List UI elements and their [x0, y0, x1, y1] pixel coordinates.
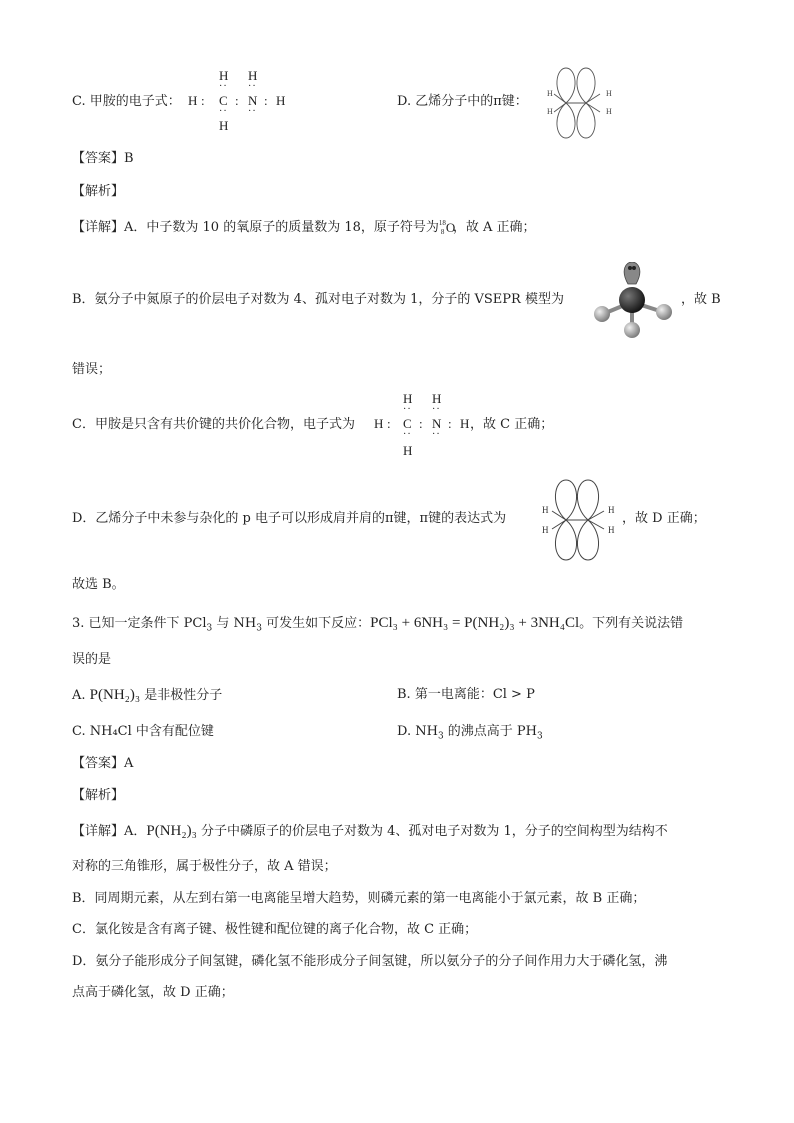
q2-detail-b-tail: ，故 B: [681, 292, 721, 307]
detail-b-text: B．氨分子中氮原子的价层电子对数为 4、孤对电子对数为 1，分子的 VSEPR 模型为: [72, 292, 564, 307]
c-atom: C: [219, 93, 228, 108]
atomic-number: 8: [440, 227, 445, 236]
h-atom: H: [403, 443, 413, 458]
subscript: 3: [437, 731, 444, 742]
detail-a-text: 分子中磷原子的价层电子对数为 4、孤对电子对数为 1，分子的空间构型为结构不: [196, 824, 668, 839]
formula: P(NH₂)₃: [89, 687, 141, 703]
colon: :: [235, 93, 239, 108]
electron-dots: ··: [248, 81, 257, 92]
detail-a-text: 【详解】A．中子数为 10 的氧原子的质量数为 18，原子符号为: [72, 220, 439, 235]
q3-answer: 【答案】A: [72, 756, 134, 771]
colon: :: [419, 416, 423, 431]
electron-dots: ··: [432, 404, 441, 415]
q2-answer: 【答案】B: [72, 151, 134, 166]
n-atom: N: [248, 93, 258, 108]
h-atom: H: [219, 68, 229, 83]
subscript: 3: [256, 623, 262, 634]
q2-detail-a: [72, 219, 536, 237]
n-atom: N: [432, 416, 442, 431]
electron-dots: ··: [248, 106, 257, 117]
q2-detail-d-tail: ，故 D 正确；: [622, 511, 706, 526]
q3-detail-b: B．同周期元素，从左到右第一电离能呈增大趋势，则磷元素的第一电离能小于氯元素，故 B 正确；: [72, 891, 646, 906]
mass-number: 18: [438, 218, 446, 227]
colon: :: [264, 93, 268, 108]
q2-detail-b: [72, 291, 564, 309]
q3-detail-d: D．氨分子能形成分子间氢键，磷化氢不能形成分子间氢键，所以氨分子的分子间作用力大于磷化氢，沸: [72, 954, 668, 969]
h-atom: H: [188, 93, 198, 108]
pi-bond-diagram-small: [544, 66, 616, 140]
q2-option-c-label: C. 甲胺的电子式：: [72, 94, 181, 109]
q3-detail-c: C．氯化铵是含有离子键、极性键和配位键的离子化合物，故 C 正确；: [72, 922, 478, 937]
h-atom: H: [432, 391, 442, 406]
option-text: 的沸点高于 PH: [443, 724, 538, 739]
element-symbol: O: [445, 219, 456, 235]
h-label: H: [547, 89, 553, 98]
h-label: H: [606, 89, 612, 98]
q2-detail-d: [72, 510, 506, 528]
subscript: 3: [537, 731, 543, 742]
q2-detail-b-cont: 错误；: [72, 362, 112, 377]
stem-text: 3. 已知一定条件下 PCl: [72, 616, 207, 631]
q3-option-b: B. 第一电离能：Cl > P: [397, 687, 535, 702]
colon: :: [448, 416, 452, 431]
h-label: H: [542, 505, 549, 515]
h-label: H: [606, 107, 612, 116]
q3-option-d: [397, 723, 543, 746]
electron-dots: ··: [403, 404, 412, 415]
q2-option-d-label: D. 乙烯分子中的π键：: [397, 94, 528, 109]
stem-text: 。下列有关说法错: [579, 616, 684, 631]
detail-c-text: C．甲胺是只含有共价键的共价化合物，电子式为: [72, 417, 355, 432]
h-label: H: [608, 525, 615, 535]
q3-analysis-heading: 【解析】: [72, 788, 125, 803]
q2-option-c: [72, 93, 181, 111]
q2-conclusion: 故选 B。: [72, 577, 125, 592]
oxygen-isotope-symbol: [438, 218, 456, 236]
h-label: H: [547, 107, 553, 116]
q2-detail-c-tail: ，故 C 正确；: [470, 417, 554, 432]
option-text: 是非极性分子: [140, 688, 223, 703]
colon: :: [201, 93, 205, 108]
ammonia-vsepr-model: [590, 262, 678, 344]
detail-a-text: 【详解】A．: [72, 824, 147, 839]
electron-dots: ··: [432, 429, 441, 440]
stem-text: 与 NH: [212, 616, 257, 631]
subscript: 3: [206, 623, 213, 634]
q3-stem: [72, 614, 683, 638]
q3-detail-a-cont: 对称的三角锥形，属于极性分子，故 A 错误；: [72, 859, 337, 874]
q3-detail-a: [72, 822, 668, 841]
option-label: A.: [72, 688, 90, 703]
q3-stem-cont: 误的是: [72, 652, 112, 667]
h-atom: H: [248, 68, 258, 83]
h-atom: H: [460, 416, 470, 431]
stem-text: 可发生如下反应：: [261, 616, 371, 631]
h-label: H: [608, 505, 615, 515]
q2-detail-c: [72, 416, 355, 434]
h-atom: H: [219, 118, 229, 133]
formula: P(NH₂)₃: [146, 823, 197, 839]
methylamine-electron-formula: [374, 391, 484, 463]
q3-detail-d-cont: 点高于磷化氢，故 D 正确；: [72, 985, 234, 1000]
detail-d-text: D．乙烯分子中未参与杂化的 p 电子可以形成肩并肩的π键，π键的表达式为: [72, 511, 507, 526]
q3-option-c: C. NH₄Cl 中含有配位键: [72, 724, 214, 739]
h-atom: H: [374, 416, 384, 431]
h-atom: H: [276, 93, 286, 108]
electron-dots: ··: [403, 429, 412, 440]
c-atom: C: [403, 416, 412, 431]
electron-dots: ··: [219, 81, 228, 92]
detail-a-tail: ，故 A 正确；: [452, 220, 536, 235]
h-label: H: [542, 525, 549, 535]
option-text: D. NH: [397, 724, 438, 739]
methylamine-electron-formula-top: [188, 66, 298, 138]
q2-option-d: [397, 93, 528, 111]
q3-option-a: [72, 686, 222, 705]
reaction-equation: PCl₃ + 6NH₃ = P(NH₂)₃ + 3NH₄Cl: [370, 615, 580, 631]
pi-bond-diagram: [538, 478, 622, 562]
colon: :: [387, 416, 391, 431]
electron-dots: ··: [219, 106, 228, 117]
h-atom: H: [403, 391, 413, 406]
q2-analysis-heading: 【解析】: [72, 184, 125, 199]
